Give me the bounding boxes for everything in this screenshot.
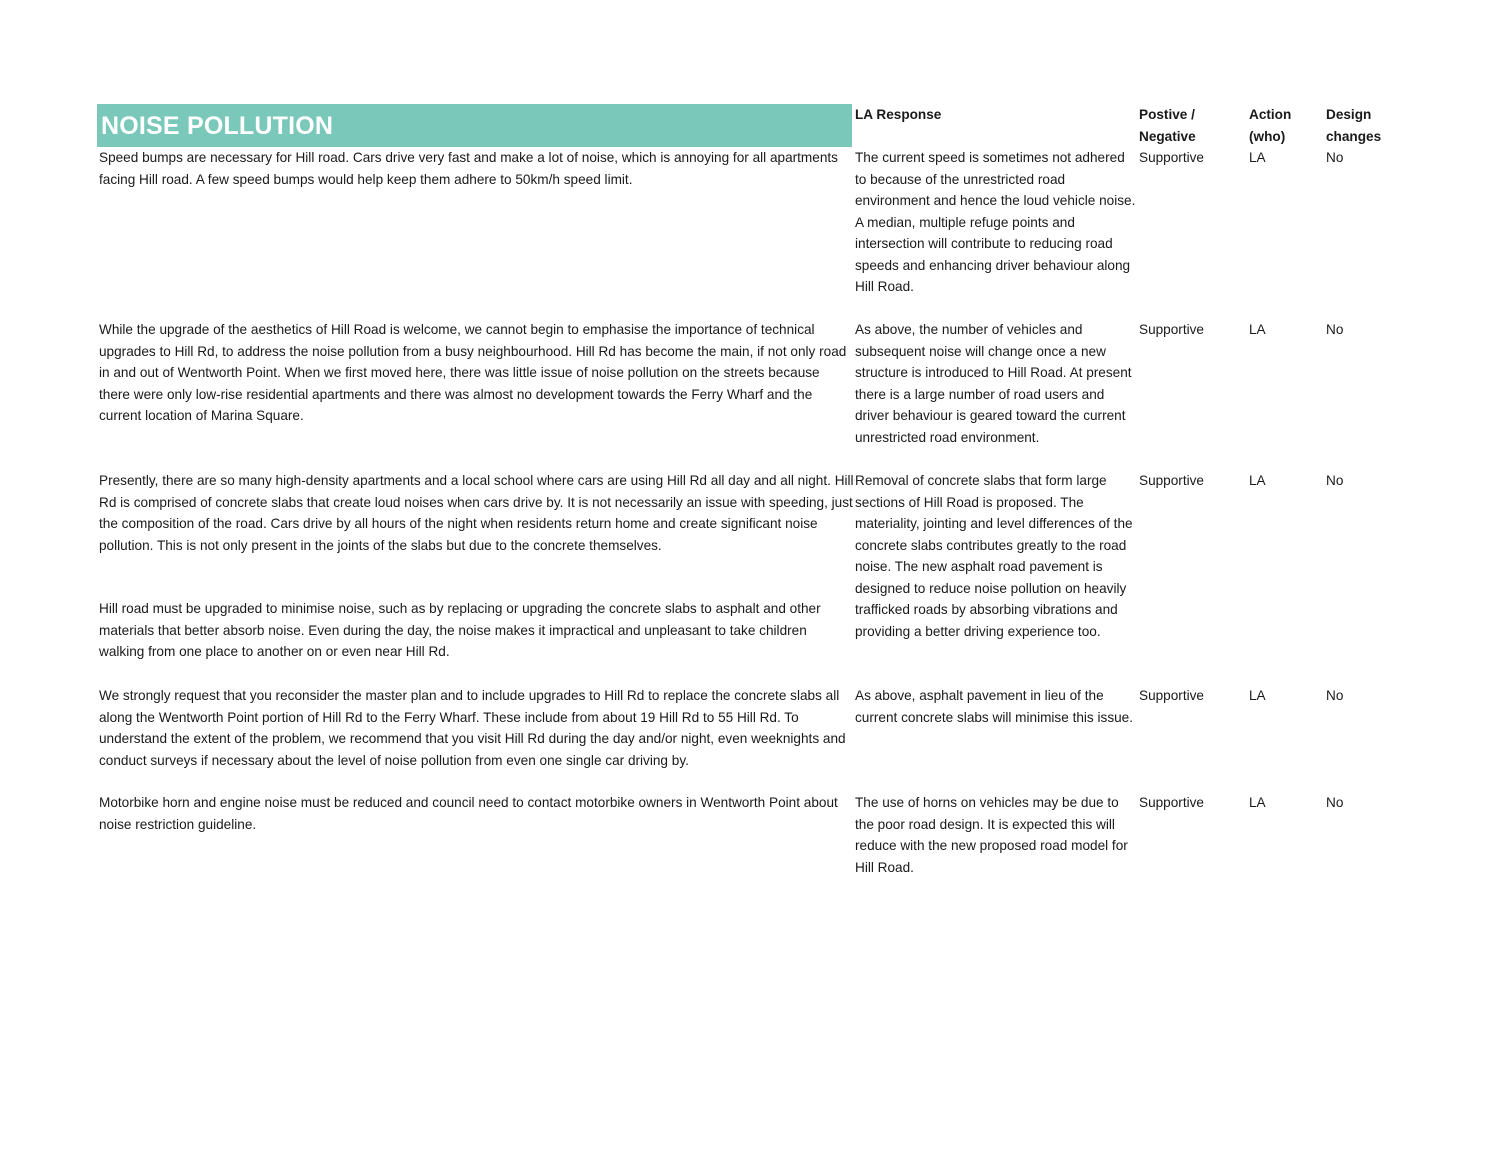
header-positive-negative: Postive / Negative: [1139, 107, 1196, 144]
table-row-response: As above, the number of vehicles and subsequent noise will change once a new structure is introduced to Hill Road. At present there is a large number of road users and driver behaviour is geared toward the current unrestricted road environment.: [855, 322, 1132, 445]
table-row-design: No: [1326, 473, 1344, 488]
comment-paragraph: Hill road must be upgraded to minimise noise, such as by replacing or upgrading the concrete slabs to asphalt and other materials that better absorb noise. Even during the day, the noise makes it impractical and unpleasant to take children walking from one place to another on or even near Hill Rd.: [99, 601, 821, 659]
comment-paragraph: Speed bumps are necessary for Hill road. Cars drive very fast and make a lot of noise, which is annoying for all apartments facing Hill road. A few speed bumps would help keep them adhere to 50km/h speed limit.: [99, 150, 838, 187]
table-row-response: Removal of concrete slabs that form large sections of Hill Road is proposed. The materiality, jointing and level differences of the concrete slabs contributes greatly to the road noise. The new asphalt road pavement is designed to reduce noise pollution on heavily trafficked roads by absorbing vibrations and providing a better driving experience too.: [855, 473, 1133, 639]
table-row-comment: [99, 319, 854, 427]
section-title: NOISE POLLUTION: [101, 112, 334, 140]
table-row-comment-continued: [99, 598, 854, 663]
table-row-comment: [99, 147, 854, 190]
header-la-response: LA Response: [855, 107, 942, 122]
header-design-changes: Design changes: [1326, 107, 1382, 144]
table-row-sentiment: Supportive: [1139, 473, 1204, 488]
table-row-action: LA: [1249, 473, 1266, 488]
table-row-comment: [99, 685, 854, 771]
table-row-comment: [99, 470, 854, 556]
table-row-sentiment: Supportive: [1139, 150, 1204, 165]
comment-paragraph: Presently, there are so many high-density apartments and a local school where cars are using Hill Rd all day and all night. Hill Rd is comprised of concrete slabs that create loud noises when cars drive by. It is not necessarily an issue with speeding, just the composition of the road. Cars drive by all hours of the night when residents return home and create significant noise pollution. This is not only present in the joints of the slabs but due to the concrete themselves.: [99, 473, 854, 553]
comment-paragraph: We strongly request that you reconsider the master plan and to include upgrades to Hill Rd to replace the concrete slabs all along the Wentworth Point portion of Hill Rd to the Ferry Wharf. These include from about 19 Hill Rd to 55 Hill Rd. To understand the extent of the problem, we recommend that you visit Hill Rd during the day and/or night, even weeknights and conduct surveys if necessary about the level of noise pollution from even one single car driving by.: [99, 688, 846, 768]
table-row-response: The current speed is sometimes not adhered to because of the unrestricted road environment and hence the loud vehicle noise. A median, multiple refuge points and intersection will contribute to reducing road speeds and enhancing driver behaviour along Hill Road.: [855, 150, 1136, 294]
table-row-sentiment: Supportive: [1139, 795, 1204, 810]
table-row-design: No: [1326, 688, 1344, 703]
table-row-response: The use of horns on vehicles may be due to the poor road design. It is expected this will reduce with the new proposed road model for Hill Road.: [855, 795, 1128, 875]
table-row-design: No: [1326, 795, 1344, 810]
table-row-action: LA: [1249, 688, 1266, 703]
table-row-action: LA: [1249, 150, 1266, 165]
table-row-design: No: [1326, 322, 1344, 337]
table-row-action: LA: [1249, 322, 1266, 337]
table-row-sentiment: Supportive: [1139, 688, 1204, 703]
comment-paragraph: While the upgrade of the aesthetics of Hill Road is welcome, we cannot begin to emphasise the importance of technical upgrades to Hill Rd, to address the noise pollution from a busy neighbourhood. Hill Rd has become the main, if not only road in and out of Wentworth Point. When we first moved here, there was little issue of noise pollution on the streets because there were only low-rise residential apartments and there was almost no development towards the Ferry Wharf and the current location of Marina Square.: [99, 322, 847, 423]
table-row-action: LA: [1249, 795, 1266, 810]
table-row-sentiment: Supportive: [1139, 322, 1204, 337]
table-row-comment: [99, 792, 854, 835]
comment-paragraph: Motorbike horn and engine noise must be reduced and council need to contact motorbike owners in Wentworth Point about noise restriction guideline.: [99, 795, 838, 832]
header-action-who: Action (who): [1249, 107, 1292, 144]
section-title-band: [97, 104, 852, 147]
table-row-response: As above, asphalt pavement in lieu of the current concrete slabs will minimise this issue.: [855, 688, 1134, 725]
table-row-design: No: [1326, 150, 1344, 165]
